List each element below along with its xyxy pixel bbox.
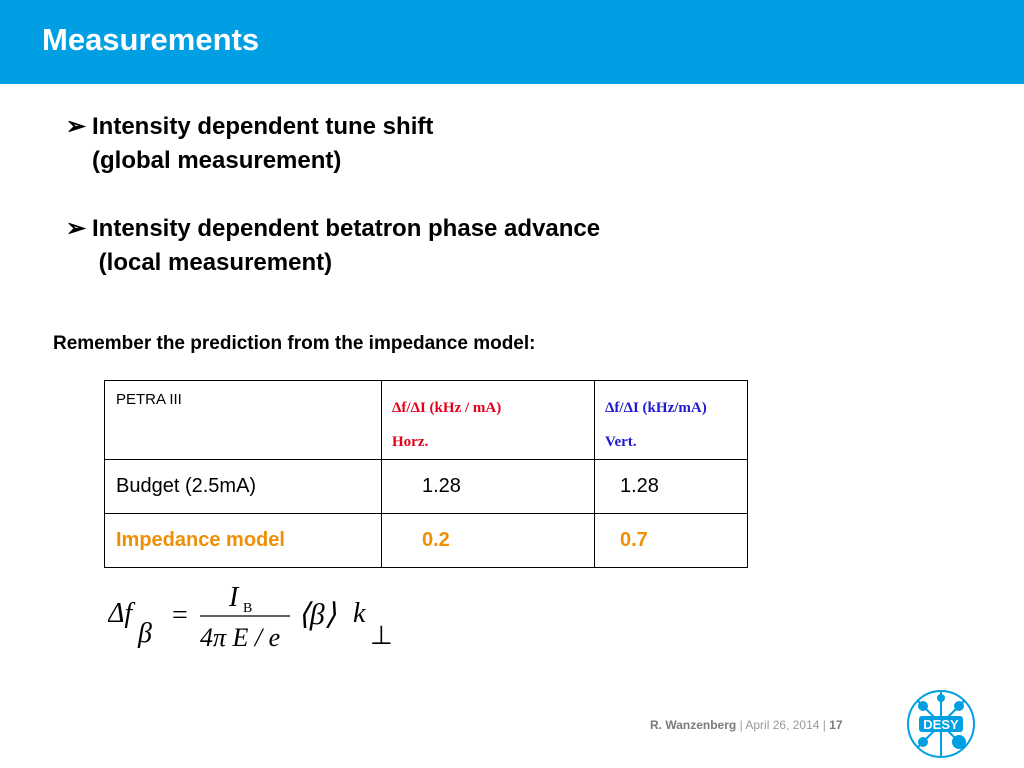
row-horz-value: 0.2 xyxy=(382,514,595,568)
row-vert-value: 1.28 xyxy=(595,460,748,514)
row-label: Budget (2.5mA) xyxy=(105,460,382,514)
arrow-bullet-icon: ➢ xyxy=(66,215,87,242)
prediction-table xyxy=(104,380,748,568)
bullet-line1: Intensity dependent betatron phase advance xyxy=(92,215,601,242)
formula-beta-average: ⟨β⟩ xyxy=(298,598,337,631)
table-row xyxy=(105,514,748,568)
footer-date: April 26, 2014 xyxy=(745,718,820,732)
formula-denominator: 4π E / e xyxy=(200,623,281,652)
footer-separator: | xyxy=(739,718,743,732)
formula-perp: ⊥ xyxy=(370,621,393,650)
header-horz-unit: Δf/ΔI (kHz / mA) xyxy=(392,400,502,416)
footer xyxy=(650,718,843,732)
arrow-bullet-icon: ➢ xyxy=(66,113,87,140)
formula-current: I xyxy=(229,582,239,613)
header-vert-unit: Δf/ΔI (kHz/mA) xyxy=(605,400,707,416)
title-bar xyxy=(0,0,1024,84)
logo-text: DESY xyxy=(923,717,959,732)
tune-shift-formula xyxy=(108,578,408,658)
page-title: Measurements xyxy=(42,22,260,57)
header-vert xyxy=(595,381,748,460)
table-row xyxy=(105,460,748,514)
remember-text: Remember the prediction from the impedance model: xyxy=(53,333,536,354)
formula-bunch-sub: B xyxy=(243,601,253,616)
row-horz-value: 1.28 xyxy=(382,460,595,514)
formula-delta-f: Δf xyxy=(108,598,133,629)
footer-separator: | xyxy=(822,718,826,732)
header-horz-label: Horz. xyxy=(392,434,429,450)
bullet-line1: Intensity dependent tune shift xyxy=(92,113,434,140)
formula-equals: = xyxy=(172,600,188,631)
bullet-phase-advance xyxy=(66,212,600,280)
header-petra: PETRA III xyxy=(105,381,382,460)
bullet-line2: (local measurement) xyxy=(92,249,333,276)
row-label: Impedance model xyxy=(105,514,382,568)
bullet-line2: (global measurement) xyxy=(92,147,342,174)
footer-author: R. Wanzenberg xyxy=(650,718,737,732)
formula-beta: β xyxy=(138,618,152,649)
table-header-row xyxy=(105,381,748,460)
header-horz xyxy=(382,381,595,460)
footer-page: 17 xyxy=(829,718,843,732)
formula-k: k xyxy=(353,598,366,629)
header-vert-label: Vert. xyxy=(605,434,637,450)
bullet-tune-shift xyxy=(66,110,433,178)
row-vert-value: 0.7 xyxy=(595,514,748,568)
desy-logo-icon xyxy=(905,688,977,760)
